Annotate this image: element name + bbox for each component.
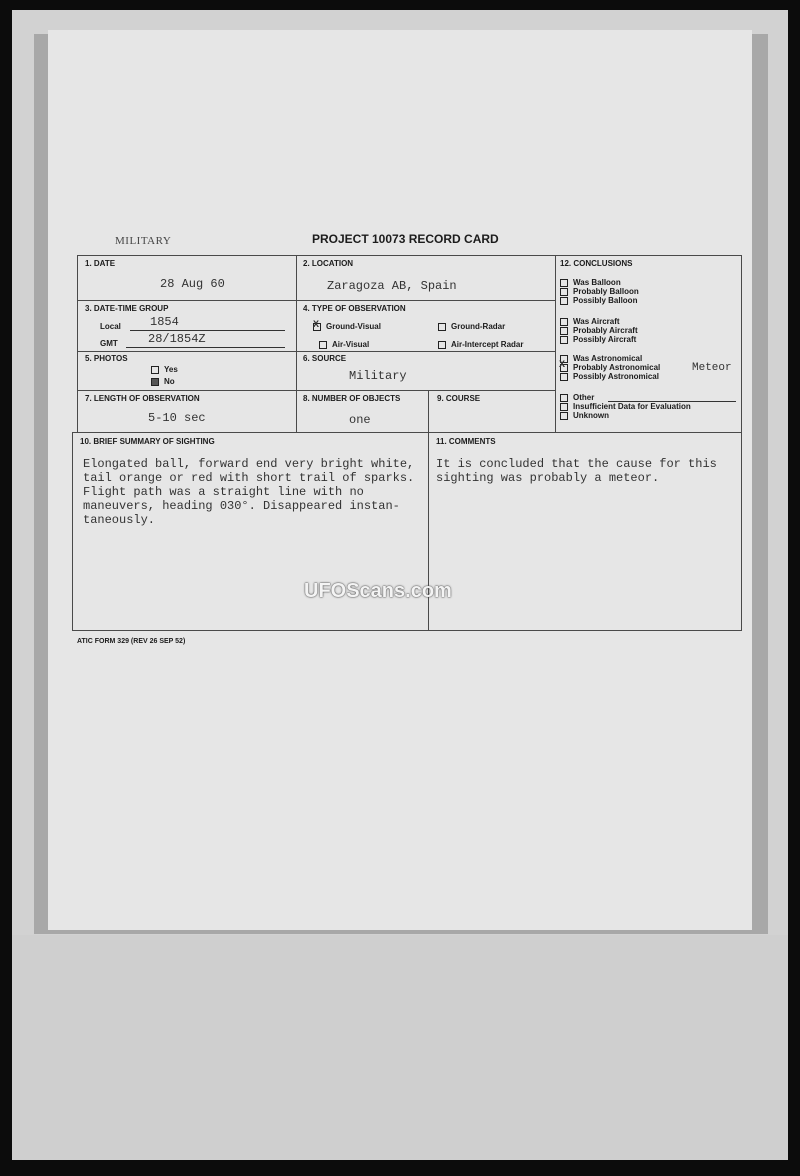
- conclusion-item-selected: X Probably Astronomical: [559, 360, 661, 372]
- date-label: 1. DATE: [85, 259, 116, 268]
- meteor-note: Meteor: [692, 362, 732, 374]
- conclusion-item: Was Astronomical: [560, 354, 642, 363]
- photos-cell: [77, 351, 297, 391]
- conclusion-item: Probably Aircraft: [560, 326, 638, 335]
- conclusion-item: Possibly Aircraft: [560, 335, 636, 344]
- check-mark: X: [313, 320, 320, 331]
- scan-background: [12, 935, 788, 1160]
- checkbox-icon: [560, 279, 568, 287]
- location-cell: [296, 255, 556, 301]
- option-ground-visual: X Ground-Visual: [313, 320, 381, 331]
- checkbox-icon: [560, 327, 568, 335]
- conclusion-item: Insufficient Data for Evaluation: [560, 402, 691, 411]
- checkbox-icon: [560, 373, 568, 381]
- checked-checkbox-icon: [151, 378, 159, 386]
- watermark: UFOScans.com: [304, 580, 452, 602]
- option-air-visual: Air-Visual: [319, 340, 369, 349]
- length-value: 5-10 sec: [148, 411, 206, 425]
- classification-label: MILITARY: [115, 235, 172, 247]
- course-cell: [428, 390, 556, 433]
- option-air-intercept-radar: Air-Intercept Radar: [438, 340, 523, 349]
- comments-label: 11. COMMENTS: [436, 437, 496, 446]
- conclusion-item: Was Balloon: [560, 278, 621, 287]
- length-cell: [77, 390, 297, 433]
- checkbox-icon: [560, 403, 568, 411]
- course-label: 9. COURSE: [437, 394, 481, 403]
- source-value: Military: [349, 369, 407, 383]
- conclusion-item: Unknown: [560, 411, 609, 420]
- record-card: [72, 255, 742, 631]
- checkbox-icon: [560, 336, 568, 344]
- checkbox-icon: [560, 412, 568, 420]
- observation-type-cell: [296, 300, 556, 352]
- observation-type-label: 4. TYPE OF OBSERVATION: [303, 304, 406, 313]
- objects-cell: [296, 390, 429, 433]
- photos-label: 5. PHOTOS: [85, 354, 128, 363]
- comments-text: It is concluded that the cause for this sighting was probably a meteor.: [436, 457, 717, 485]
- summary-label: 10. BRIEF SUMMARY OF SIGHTING: [80, 437, 215, 446]
- conclusions-label: 12. CONCLUSIONS: [560, 259, 633, 268]
- form-footer: ATIC FORM 329 (REV 26 SEP 52): [77, 638, 186, 645]
- conclusion-item: Probably Balloon: [560, 287, 639, 296]
- location-value: Zaragoza AB, Spain: [327, 279, 457, 293]
- local-time-value: 1854: [150, 315, 179, 329]
- checkbox-icon: [319, 341, 327, 349]
- gmt-label: GMT: [100, 339, 118, 348]
- date-value: 28 Aug 60: [160, 277, 225, 291]
- conclusions-cell: [555, 255, 742, 433]
- datetime-cell: [77, 300, 297, 352]
- local-label: Local: [100, 322, 121, 331]
- conclusion-item: Other: [560, 393, 594, 402]
- local-underline: [130, 330, 285, 331]
- conclusion-item: Was Aircraft: [560, 317, 620, 326]
- date-cell: [77, 255, 297, 301]
- conclusion-item: Possibly Balloon: [560, 296, 637, 305]
- source-cell: [296, 351, 556, 391]
- check-mark: X: [559, 360, 566, 371]
- summary-text: Elongated ball, forward end very bright white, tail orange or red with short trail of sparks. Flight path was a straight line with no maneuvers, heading 030°. Disappeared instan- taneously.: [83, 457, 415, 527]
- checkbox-icon: [560, 318, 568, 326]
- checkbox-icon: [560, 288, 568, 296]
- objects-value: one: [349, 413, 371, 427]
- gmt-underline: [126, 347, 285, 348]
- card-title: PROJECT 10073 RECORD CARD: [312, 232, 499, 246]
- photos-no-option: No: [151, 377, 175, 386]
- checkbox-icon: [438, 341, 446, 349]
- length-label: 7. LENGTH OF OBSERVATION: [85, 394, 200, 403]
- datetime-label: 3. DATE-TIME GROUP: [85, 304, 169, 313]
- option-ground-radar: Ground-Radar: [438, 322, 505, 331]
- checkbox-icon: [151, 366, 159, 374]
- checkbox-icon: [560, 297, 568, 305]
- conclusion-item: Possibly Astronomical: [560, 372, 659, 381]
- comments-cell: [428, 432, 742, 631]
- photos-yes-option: Yes: [151, 365, 178, 374]
- source-label: 6. SOURCE: [303, 354, 347, 363]
- gmt-time-value: 28/1854Z: [148, 332, 206, 346]
- checkbox-icon: [438, 323, 446, 331]
- checkbox-icon: [560, 394, 568, 402]
- objects-label: 8. NUMBER OF OBJECTS: [303, 394, 401, 403]
- location-label: 2. LOCATION: [303, 259, 354, 268]
